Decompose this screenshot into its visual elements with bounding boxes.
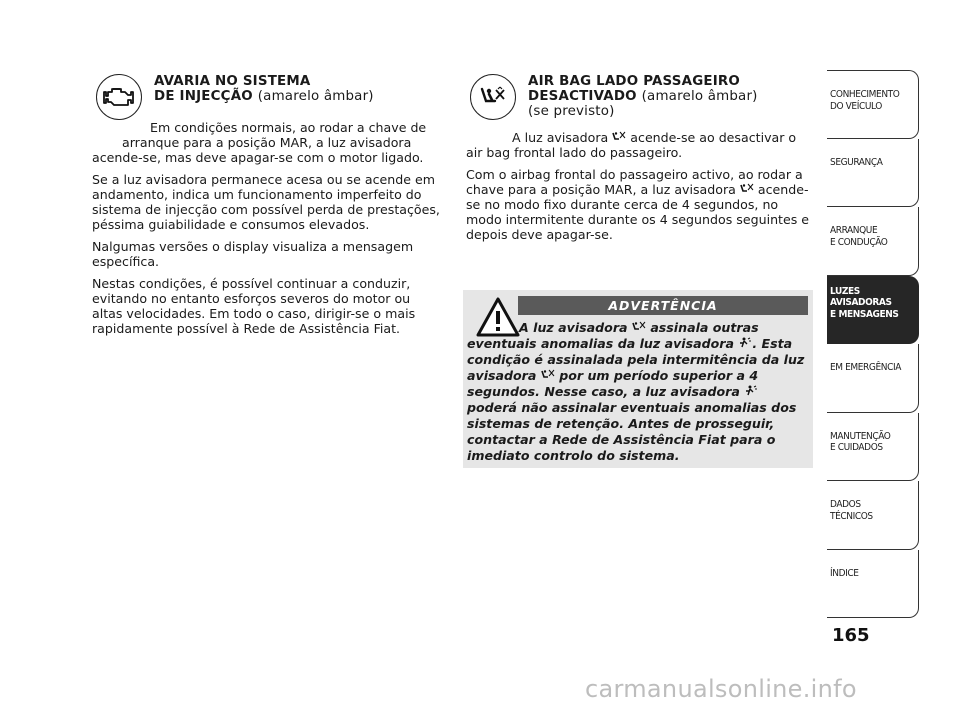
nav-tab-label: E CUIDADOS bbox=[830, 442, 883, 453]
warning-text-5: poderá não assinalar eventuais anomalias dos sistemas de retenção. Antes de prosseguir, contactar a Rede de Assistência Fiat para o imediato controlo do sistema. bbox=[467, 400, 797, 463]
airbag-para1-a: A luz avisadora bbox=[512, 130, 609, 145]
warning-box bbox=[463, 290, 813, 468]
airbag-title-line2: DESACTIVADO bbox=[528, 89, 637, 104]
nav-tab-label: ARRANQUE bbox=[830, 225, 878, 236]
injection-paragraph-2: Se a luz avisadora permanece acesa ou se acende em andamento, indica um funcionamento imperfeito do sistema de injecção com possível perda de prestações, péssima guiabilidade e consumos elevados. bbox=[92, 172, 440, 232]
injection-paragraph-3: Nalgumas versões o display visualiza a mensagem específica. bbox=[92, 239, 414, 269]
section-header-injection bbox=[92, 72, 444, 118]
nav-tab-label: LUZES bbox=[830, 285, 860, 297]
airbag-title-note: (amarelo âmbar) bbox=[641, 89, 758, 104]
airbag-off-inline-icon bbox=[541, 369, 555, 381]
warning-text-2: assinala outras eventuais anomalias da luz avisadora bbox=[467, 320, 759, 351]
nav-tab-manutencao[interactable] bbox=[827, 413, 919, 482]
injection-intro-line2: arranque para a posição MAR, a luz avisadora bbox=[122, 135, 412, 150]
airbag-title-line3: (se previsto) bbox=[528, 104, 615, 119]
chapter-navigation bbox=[827, 70, 919, 618]
injection-title-line2: DE INJECÇÃO bbox=[154, 89, 253, 104]
airbag-failure-inline-icon bbox=[738, 337, 752, 349]
nav-tab-label: CONHECIMENTO bbox=[830, 89, 900, 100]
injection-title-line1: AVARIA NO SISTEMA bbox=[154, 74, 311, 89]
warning-text-3: . Esta condição é assinalada pela intermitência da luz avisadora bbox=[467, 336, 805, 383]
nav-tab-label: E MENSAGENS bbox=[830, 308, 899, 320]
airbag-off-icon bbox=[470, 74, 516, 120]
nav-tab-label: TÉCNICOS bbox=[830, 510, 873, 522]
warning-text bbox=[467, 320, 809, 464]
airbag-paragraph-1 bbox=[466, 130, 816, 160]
airbag-off-inline-icon bbox=[740, 183, 754, 195]
nav-tab-arranque[interactable] bbox=[827, 207, 919, 276]
injection-intro bbox=[92, 120, 444, 165]
nav-tab-label: EM EMERGÊNCIA bbox=[830, 362, 901, 373]
nav-tab-seguranca[interactable] bbox=[827, 139, 919, 208]
injection-paragraph-4: Nestas condições, é possível continuar a conduzir, evitando no entanto esforços severos do motor ou altas velocidades. Em todo o caso, dirigir-se o mais rapidamente possível à Rede de Assistência Fiat. bbox=[92, 276, 416, 336]
airbag-off-inline-icon bbox=[632, 321, 646, 333]
left-column bbox=[92, 72, 444, 343]
airbag-title-line1: AIR BAG LADO PASSAGEIRO bbox=[528, 74, 741, 89]
nav-tab-label: DADOS bbox=[830, 499, 861, 510]
nav-tab-label: AVISADORAS bbox=[830, 297, 892, 308]
airbag-paragraph-2 bbox=[466, 167, 816, 242]
injection-intro-line3: acende-se, mas deve apagar-se com o motor ligado. bbox=[92, 150, 424, 165]
warning-text-1: A luz avisadora bbox=[519, 320, 628, 335]
nav-tab-dados-tecnicos[interactable] bbox=[827, 481, 919, 550]
nav-tab-luzes-avisadoras[interactable] bbox=[827, 276, 919, 345]
airbag-para2-b: acende-se no modo fixo durante cerca de 4 segundos, no modo intermitente durante os 4 segundos seguintes e depois deve apagar-se. bbox=[466, 182, 810, 242]
watermark: carmanualsonline.info bbox=[585, 675, 857, 703]
airbag-off-inline-icon bbox=[612, 131, 626, 143]
section-header-airbag bbox=[466, 72, 816, 118]
warning-text-4: por um período superior a 4 segundos. Nesse caso, a luz avisadora bbox=[467, 368, 759, 399]
nav-tab-conhecimento[interactable] bbox=[827, 70, 919, 139]
nav-tab-indice[interactable] bbox=[827, 550, 919, 619]
airbag-para2-a: Com o airbag frontal do passageiro activo, ao rodar a chave para a posição MAR, a luz avisadora bbox=[466, 167, 803, 197]
nav-tab-label: E CONDUÇÃO bbox=[830, 236, 888, 248]
airbag-para1-b: acende-se ao desactivar o air bag frontal lado do passageiro. bbox=[466, 130, 797, 160]
engine-check-icon bbox=[96, 74, 142, 120]
airbag-title bbox=[528, 74, 758, 119]
page-number: 165 bbox=[832, 625, 870, 646]
injection-intro-line1: Em condições normais, ao rodar a chave de bbox=[150, 120, 427, 135]
nav-tab-label: ÍNDICE bbox=[830, 567, 859, 579]
warning-label: ADVERTÊNCIA bbox=[518, 296, 808, 315]
nav-tab-label: DO VEÍCULO bbox=[830, 100, 882, 112]
right-column bbox=[466, 72, 816, 249]
airbag-failure-inline-icon bbox=[744, 385, 758, 397]
injection-title-note: (amarelo âmbar) bbox=[257, 89, 374, 104]
injection-title bbox=[154, 74, 374, 104]
nav-tab-label: MANUTENÇÃO bbox=[830, 430, 891, 442]
nav-tab-emergencia[interactable] bbox=[827, 344, 919, 413]
nav-tab-label: SEGURANÇA bbox=[830, 156, 883, 168]
